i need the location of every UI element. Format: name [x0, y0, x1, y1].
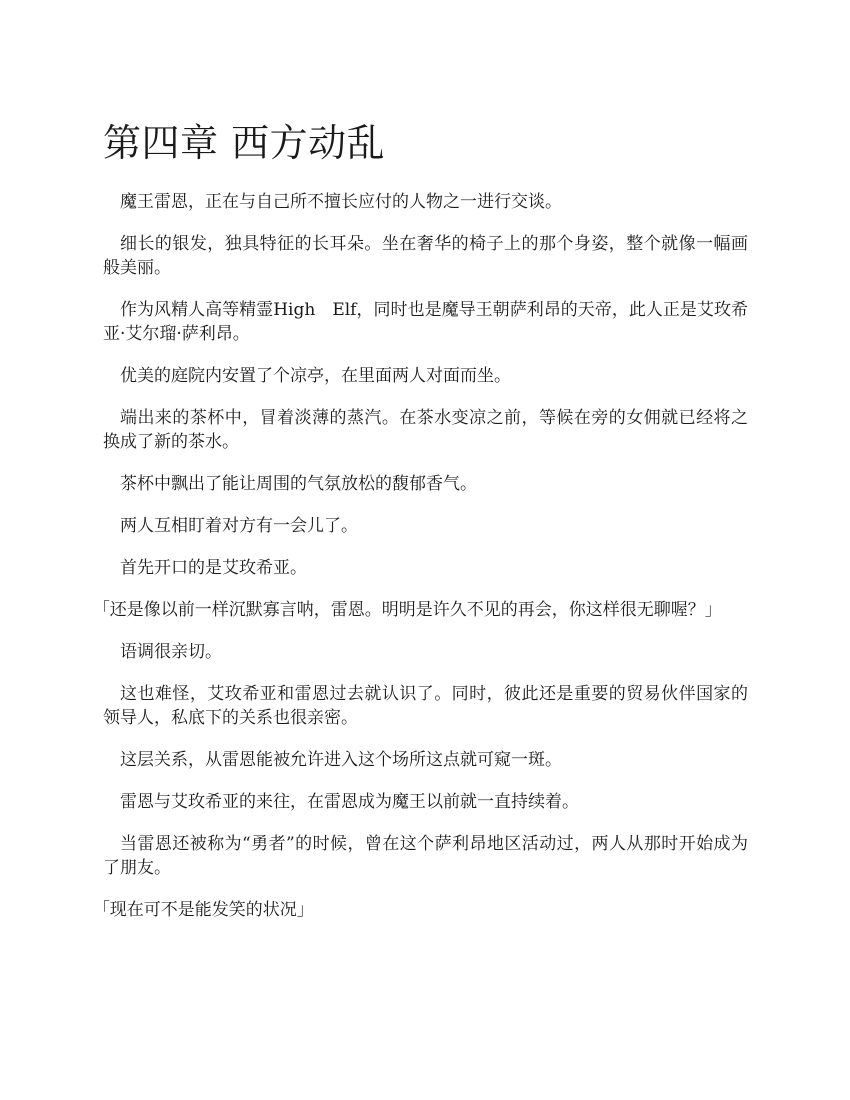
document-page [92, 118, 748, 940]
paragraph: 雷恩与艾玫希亚的来往，在雷恩成为魔王以前就一直持续着。 [120, 792, 579, 812]
paragraph: 茶杯中飘出了能让周围的气氛放松的馥郁香气。 [120, 474, 477, 494]
paragraph: 优美的庭院内安置了个凉亭，在里面两人对面而坐。 [120, 366, 511, 386]
dialogue-paragraph: 「还是像以前一样沉默寡言呐，雷恩。明明是许久不见的再会，你这样很无聊喔？」 [92, 600, 722, 620]
paragraph: 细长的银发，独具特征的长耳朵。坐在奢华的椅子上的那个身姿，整个就像一幅画般美丽。 [103, 234, 748, 278]
paragraph: 语调很亲切。 [120, 642, 222, 662]
paragraph: 当雷恩还被称为“勇者”的时候，曾在这个萨利昂地区活动过，两人从那时开始成为了朋友。 [103, 834, 748, 878]
paragraph: 两人互相盯着对方有一会儿了。 [120, 516, 358, 536]
paragraph: 作为风精人高等精霊High Elf，同时也是魔导王朝萨利昂的天帝，此人正是艾玫希亚·艾尔瑠·萨利昂。 [103, 300, 748, 344]
paragraph: 这也难怪，艾玫希亚和雷恩过去就认识了。同时，彼此还是重要的贸易伙伴国家的领导人，私底下的关系也很亲密。 [103, 684, 748, 728]
dialogue-paragraph: 「现在可不是能发笑的状况」 [92, 900, 314, 920]
paragraph: 端出来的茶杯中，冒着淡薄的蒸汽。在茶水变凉之前，等候在旁的女佣就已经将之换成了新的茶水。 [103, 408, 748, 452]
body-text [92, 190, 748, 922]
paragraph: 这层关系，从雷恩能被允许进入这个场所这点就可窥一斑。 [120, 750, 562, 770]
paragraph: 首先开口的是艾玫希亚。 [120, 558, 307, 578]
chapter-title: 第四章 西方动乱 [103, 121, 386, 165]
paragraph: 魔王雷恩，正在与自己所不擅长应付的人物之一进行交谈。 [120, 192, 562, 212]
